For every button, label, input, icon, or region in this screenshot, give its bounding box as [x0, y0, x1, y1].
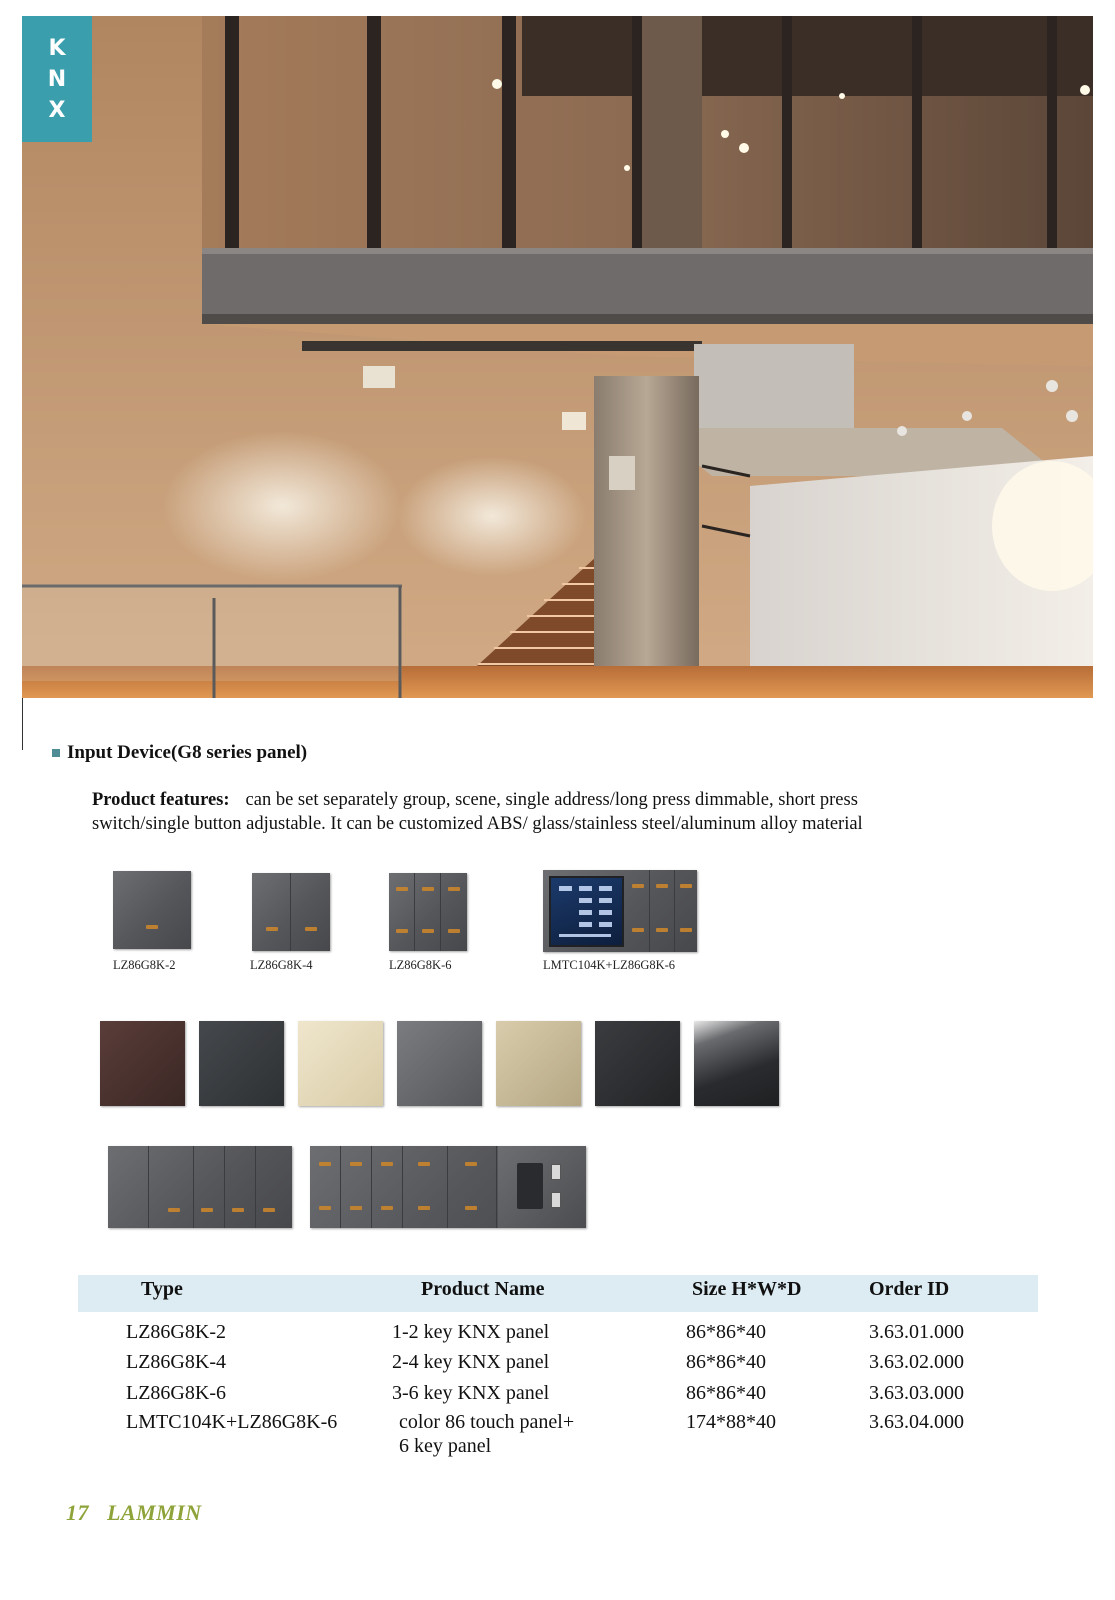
cell-product-name: 3-6 key KNX panel	[392, 1382, 550, 1404]
product-image-lz86g8k-2	[113, 871, 191, 949]
cell-type: LMTC104K+LZ86G8K-6	[126, 1411, 338, 1433]
cell-type: LZ86G8K-4	[126, 1351, 226, 1373]
power-socket	[498, 1146, 586, 1228]
usb-port-icon	[551, 1192, 561, 1208]
section-heading	[52, 742, 307, 764]
indicator-led	[656, 928, 668, 932]
square-bullet-icon	[52, 749, 60, 757]
key-gang	[372, 1146, 403, 1228]
product-image-lmtc104k-lz86g8k-6	[543, 870, 697, 952]
interior-photo	[22, 16, 1093, 698]
indicator-led	[201, 1208, 213, 1212]
cell-product-name: 2-4 key KNX panel	[392, 1351, 550, 1373]
knx-letter-k: K	[48, 35, 66, 61]
indicator-led	[632, 884, 644, 888]
cell-size: 86*86*40	[686, 1321, 766, 1343]
cell-size: 174*88*40	[686, 1411, 776, 1433]
product-caption: LZ86G8K-4	[250, 958, 313, 972]
features-text-1: can be set separately group, scene, single address/long press dimmable, short press	[245, 790, 858, 810]
product-image-panel-with-socket	[310, 1146, 586, 1228]
product-caption: LZ86G8K-6	[389, 958, 452, 972]
indicator-led	[381, 1206, 393, 1210]
indicator-led	[350, 1162, 362, 1166]
cell-type: LZ86G8K-6	[126, 1382, 226, 1404]
key-gang	[225, 1146, 256, 1228]
product-image-lz86g8k-6	[389, 873, 467, 951]
cell-size: 86*86*40	[686, 1382, 766, 1404]
socket-outlet-icon	[517, 1163, 543, 1209]
indicator-led	[418, 1162, 430, 1166]
indicator-led	[422, 929, 434, 933]
indicator-led	[448, 929, 460, 933]
indicator-led	[448, 887, 460, 891]
cell-order-id: 3.63.02.000	[869, 1351, 964, 1373]
product-image-multi-gang-panel	[108, 1146, 292, 1228]
knx-letter-x: X	[48, 97, 66, 123]
key-gang	[389, 873, 415, 951]
product-features	[92, 788, 992, 836]
finish-swatch-gray	[397, 1021, 482, 1106]
touch-screen	[549, 876, 624, 947]
page-footer	[66, 1500, 202, 1526]
section-heading-text: Input Device(G8 series panel)	[67, 742, 308, 763]
interior-photo-illustration	[22, 16, 1093, 698]
header-product-name: Product Name	[421, 1278, 545, 1300]
indicator-led	[319, 1206, 331, 1210]
indicator-led	[656, 884, 668, 888]
key-gang	[415, 873, 441, 951]
key-gang	[448, 1146, 497, 1228]
key-gang	[650, 870, 675, 952]
cell-product-name: 1-2 key KNX panel	[392, 1321, 550, 1343]
indicator-led	[319, 1162, 331, 1166]
product-caption: LZ86G8K-2	[113, 958, 176, 972]
indicator-led	[168, 1208, 180, 1212]
finish-swatch-champagne-light	[298, 1021, 383, 1106]
finish-swatch-black-glossy	[694, 1021, 779, 1106]
indicator-led	[680, 884, 692, 888]
indicator-led	[350, 1206, 362, 1210]
indicator-led	[305, 927, 317, 931]
indicator-led	[632, 928, 644, 932]
product-image-lz86g8k-4	[252, 873, 330, 951]
indicator-led	[680, 928, 692, 932]
key-gang	[149, 1146, 194, 1228]
header-order-id: Order ID	[869, 1278, 950, 1300]
brand-name: LAMMIN	[107, 1500, 202, 1525]
cell-type: LZ86G8K-2	[126, 1321, 226, 1343]
features-line-1	[92, 788, 992, 812]
key-gang	[341, 1146, 372, 1228]
key-gang	[108, 1146, 149, 1228]
key-gang	[403, 1146, 448, 1228]
header-type: Type	[141, 1278, 183, 1300]
indicator-led	[381, 1162, 393, 1166]
finish-swatch-champagne-gold	[496, 1021, 581, 1106]
indicator-led	[418, 1206, 430, 1210]
indicator-led	[263, 1208, 275, 1212]
page-number: 17	[66, 1500, 89, 1525]
key-gang	[194, 1146, 225, 1228]
indicator-led	[465, 1206, 477, 1210]
indicator-led	[146, 925, 158, 929]
indicator-led	[266, 927, 278, 931]
finish-swatch-charcoal	[199, 1021, 284, 1106]
key-gang	[252, 873, 291, 951]
product-caption: LMTC104K+LZ86G8K-6	[543, 958, 676, 972]
features-text-2: switch/single button adjustable. It can be customized ABS/ glass/stainless steel/aluminum alloy material	[92, 814, 863, 834]
cell-order-id: 3.63.01.000	[869, 1321, 964, 1343]
finish-swatch-black-brushed	[595, 1021, 680, 1106]
cell-order-id: 3.63.03.000	[869, 1382, 964, 1404]
finish-swatch-dark-brown	[100, 1021, 185, 1106]
cell-product-name: color 86 touch panel+	[399, 1411, 575, 1433]
left-margin-rule	[22, 698, 23, 750]
knx-letter-n: N	[47, 66, 67, 92]
features-label: Product features:	[92, 790, 230, 810]
cell-order-id: 3.63.04.000	[869, 1411, 964, 1433]
header-size: Size H*W*D	[692, 1278, 802, 1300]
knx-side-tab	[22, 16, 92, 142]
indicator-led	[422, 887, 434, 891]
cell-product-name-line2: 6 key panel	[399, 1435, 492, 1457]
indicator-led	[396, 929, 408, 933]
indicator-led	[396, 887, 408, 891]
key-gang	[625, 870, 650, 952]
usb-port-icon	[551, 1164, 561, 1180]
cell-size: 86*86*40	[686, 1351, 766, 1373]
indicator-led	[465, 1162, 477, 1166]
key-gang	[310, 1146, 341, 1228]
indicator-led	[232, 1208, 244, 1212]
